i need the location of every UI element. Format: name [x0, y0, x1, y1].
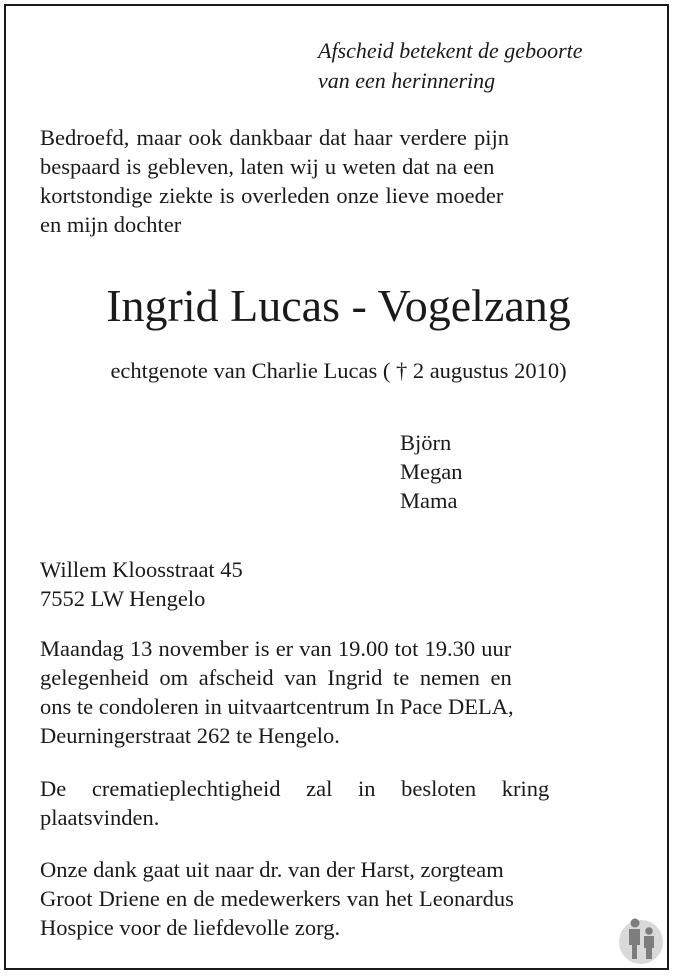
signer-name: Björn	[400, 430, 452, 455]
cremation-line: De crematieplechtigheid zal in besloten kring	[40, 776, 550, 801]
intro-line: en mijn dochter	[40, 212, 182, 237]
intro-line: Bedroefd, maar ook dankbaar dat haar verdere pijn	[40, 125, 510, 150]
motto	[318, 36, 583, 96]
deceased-name: Ingrid Lucas - Vogelzang	[106, 280, 571, 331]
spouse-line: echtgenote van Charlie Lucas ( † 2 augustus 2010)	[110, 358, 567, 383]
thanks-line: Groot Driene en de medewerkers van het Leonardus	[40, 886, 514, 911]
cremation-line: plaatsvinden.	[40, 805, 160, 830]
farewell-line: gelegenheid om afscheid van Ingrid te nemen en	[40, 665, 512, 690]
thanks-line: Hospice voor de liefdevolle zorg.	[40, 915, 341, 940]
intro-text	[40, 123, 637, 239]
farewell-line: Maandag 13 november is er van 19.00 tot 19.30 uur	[40, 636, 512, 661]
motto-line: Afscheid betekent de geboorte	[318, 38, 583, 63]
address-street: Willem Kloosstraat 45	[40, 557, 243, 582]
signers-list	[400, 428, 462, 515]
memorial-figures-icon	[617, 914, 665, 966]
farewell-line: Deurningerstraat 262 te Hengelo.	[40, 723, 340, 748]
thanks-line: Onze dank gaat uit naar dr. van der Harst, zorgteam	[40, 857, 504, 882]
motto-line: van een herinnering	[318, 68, 496, 93]
thanks-paragraph	[40, 855, 637, 942]
farewell-paragraph	[40, 634, 637, 750]
signer-name: Mama	[400, 488, 458, 513]
signer-name: Megan	[400, 459, 463, 484]
farewell-line: ons te condoleren in uitvaartcentrum In Pace DELA,	[40, 694, 514, 719]
address	[40, 555, 637, 613]
cremation-paragraph	[40, 774, 637, 832]
intro-line: bespaard is gebleven, laten wij u weten dat na een	[40, 154, 495, 179]
intro-line: kortstondige ziekte is overleden onze lieve moeder	[40, 183, 504, 208]
address-city: 7552 LW Hengelo	[40, 586, 206, 611]
